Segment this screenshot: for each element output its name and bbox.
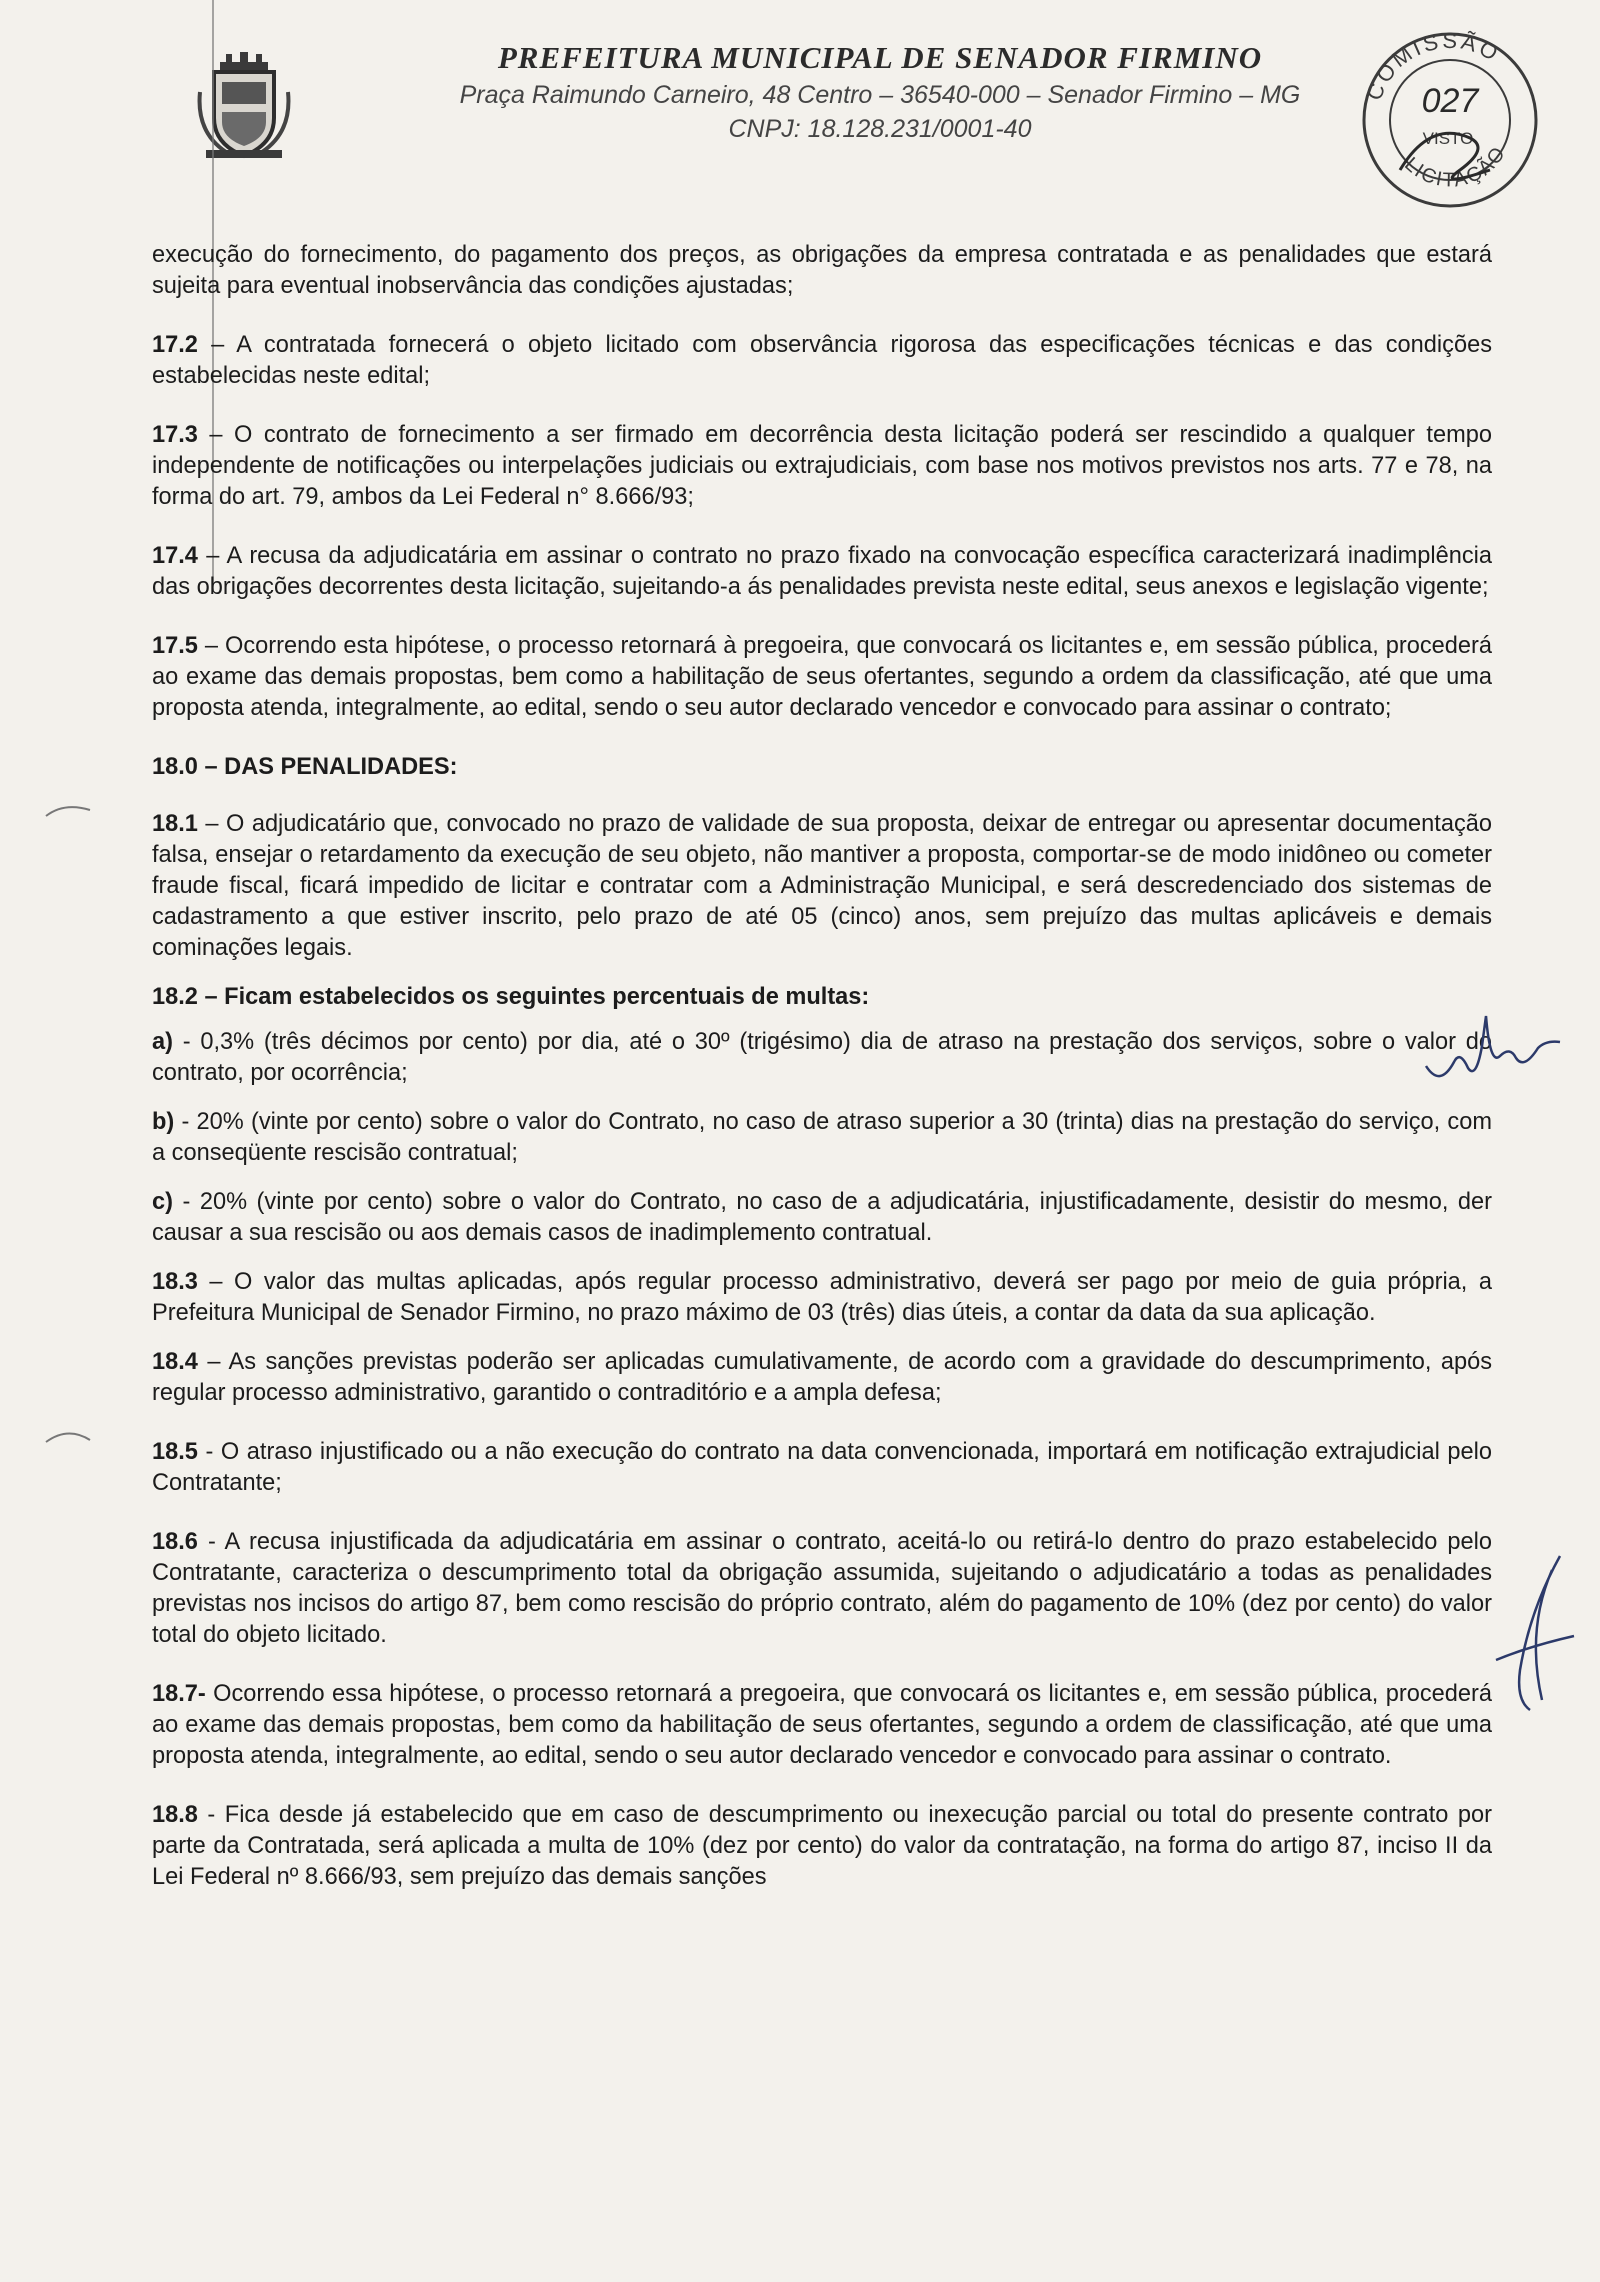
stamp-number: 027 xyxy=(1421,82,1479,120)
clause-text: – As sanções previstas poderão ser aplicadas cumulativamente, de acordo com a gravidade do descumprimento, após regular processo administrativo, garantido o contraditório e a ampla defesa; xyxy=(152,1349,1492,1406)
clause-17-2 xyxy=(152,330,1492,392)
clause-18-5 xyxy=(152,1437,1492,1499)
item-text: - 20% (vinte por cento) sobre o valor do Contrato, no caso de a adjudicatária, injustificadamente, desistir do mesmo, der causar a sua rescisão ou aos demais casos de inadimplemento contratual. xyxy=(152,1189,1492,1246)
letterhead-cnpj: CNPJ: 18.128.231/0001-40 xyxy=(728,115,1032,143)
item-c xyxy=(152,1187,1492,1249)
municipal-crest-icon xyxy=(196,52,292,162)
clause-18-3 xyxy=(152,1267,1492,1329)
clause-18-8 xyxy=(152,1800,1492,1893)
paragraph-continuation: execução do fornecimento, do pagamento dos preços, as obrigações da empresa contratada e as penalidades que estará sujeita para eventual inobservância das condições ajustadas; xyxy=(152,242,1492,299)
clause-text: - Fica desde já estabelecido que em caso de descumprimento ou inexecução parcial ou total do presente contrato por parte da Contratada, será aplicada a multa de 10% (dez por cento) do valor da contratação, na forma do artigo 87, inciso II da Lei Federal nº 8.666/93, sem prejuízo das demais sanções xyxy=(152,1802,1492,1890)
rubric-signature-icon xyxy=(1490,1550,1580,1720)
clause-text: – Ocorrendo esta hipótese, o processo retornará à pregoeira, que convocará os licitantes e, em sessão pública, procederá ao exame das demais propostas, bem como a habilitação de seus ofertantes, segundo a ordem da classificação, até que uma proposta atenda, integralmente, ao edital, sendo o seu autor declarado vencedor e convocado para assinar o contrato; xyxy=(152,633,1492,721)
clause-number: 18.1 xyxy=(152,811,198,837)
clause-text: - A recusa injustificada da adjudicatária em assinar o contrato, aceitá-lo ou retirá-lo dentro do prazo estabelecido pelo Contratante, caracteriza o descumprimento total da obrigação assumida, sujeitando o adjudicatário a todas as penalidades previstas nos incisos do artigo 87, bem como rescisão do próprio contrato, além do pagamento de 10% (dez por cento) do valor total do objeto licitado. xyxy=(152,1529,1492,1648)
stamp-bottom-text: LICITAÇÃO xyxy=(1400,141,1511,192)
item-b xyxy=(152,1107,1492,1169)
clause-18-7 xyxy=(152,1679,1492,1772)
stamp-visto: VISTO xyxy=(1422,129,1474,148)
clause-18-1 xyxy=(152,809,1492,964)
clause-18-6 xyxy=(152,1527,1492,1651)
item-a xyxy=(152,1027,1492,1089)
clause-number: 18.7- xyxy=(152,1681,206,1707)
clause-17-5 xyxy=(152,631,1492,724)
clause-17-4 xyxy=(152,541,1492,603)
clause-text: – A contratada fornecerá o objeto licitado com observância rigorosa das especificações técnicas e das condições estabelecidas neste edital; xyxy=(152,332,1492,389)
letterhead-address: Praça Raimundo Carneiro, 48 Centro – 36540-000 – Senador Firmino – MG xyxy=(459,81,1301,109)
item-letter: b) xyxy=(152,1109,175,1135)
section-heading-penalties: 18.0 – DAS PENALIDADES: xyxy=(152,754,458,780)
clause-text: – O contrato de fornecimento a ser firmado em decorrência desta licitação poderá ser rescindido a qualquer tempo independente de notificações ou interpelações judiciais ou extrajudiciais, com base nos motivos previstos nos arts. 77 e 78, na forma do art. 79, ambos da Lei Federal n° 8.666/93; xyxy=(152,422,1492,510)
clause-18-2-heading: 18.2 – Ficam estabelecidos os seguintes percentuais de multas: xyxy=(152,984,870,1010)
stamp-ring-text: COMISSÃO xyxy=(1361,27,1505,104)
document-body xyxy=(152,240,1492,1921)
commission-stamp-icon xyxy=(1340,20,1560,210)
clause-text: – O valor das multas aplicadas, após regular processo administrativo, deverá ser pago por meio de guia própria, a Prefeitura Municipal de Senador Firmino, no prazo máximo de 03 (três) dias úteis, a contar da data da sua aplicação. xyxy=(152,1269,1492,1326)
clause-18-4 xyxy=(152,1347,1492,1409)
letterhead-title: PREFEITURA MUNICIPAL DE SENADOR FIRMINO xyxy=(497,40,1263,75)
clause-number: 18.8 xyxy=(152,1802,198,1828)
clause-text: – O adjudicatário que, convocado no prazo de validade de sua proposta, deixar de entregar ou apresentar documentação falsa, ensejar o retardamento da execução de seu objeto, não mantiver a proposta, comportar-se de modo inidôneo ou cometer fraude fiscal, ficará impedido de licitar e contratar com a Administração Municipal, e será descredenciado dos sistemas de cadastramento a que estiver inscrito, pelo prazo de até 05 (cinco) anos, sem prejuízo das multas aplicáveis e demais cominações legais. xyxy=(152,811,1492,961)
clause-number: 17.3 xyxy=(152,422,198,448)
clause-number: 17.4 xyxy=(152,543,198,569)
clause-number: 17.5 xyxy=(152,633,198,659)
clause-number: 18.4 xyxy=(152,1349,198,1375)
letterhead xyxy=(380,38,1380,146)
clause-text: Ocorrendo essa hipótese, o processo retornará a pregoeira, que convocará os licitantes e, em sessão pública, procederá ao exame das demais propostas, bem como da habilitação de seus ofertantes, segundo a ordem de classificação, até que uma proposta atenda, integralmente, ao edital, sendo o seu autor declarado vencedor e convocado para assinar o contrato. xyxy=(152,1681,1492,1769)
item-letter: c) xyxy=(152,1189,173,1215)
initials-signature-icon xyxy=(1420,1006,1570,1096)
margin-mark-icon xyxy=(44,1426,94,1446)
clause-number: 18.5 xyxy=(152,1439,198,1465)
clause-number: 18.3 xyxy=(152,1269,198,1295)
clause-number: 17.2 xyxy=(152,332,198,358)
item-letter: a) xyxy=(152,1029,173,1055)
item-text: - 20% (vinte por cento) sobre o valor do Contrato, no caso de atraso superior a 30 (trinta) dias na prestação do serviço, com a conseqüente rescisão contratual; xyxy=(152,1109,1492,1166)
clause-text: - O atraso injustificado ou a não execução do contrato na data convencionada, importará em notificação extrajudicial pelo Contratante; xyxy=(152,1439,1492,1496)
margin-mark-icon xyxy=(44,800,94,820)
item-text: - 0,3% (três décimos por cento) por dia, até o 30º (trigésimo) dia de atraso na prestação dos serviços, sobre o valor do contrato, por ocorrência; xyxy=(152,1029,1492,1086)
clause-text: – A recusa da adjudicatária em assinar o contrato no prazo fixado na convocação específica caracterizará inadimplência das obrigações decorrentes desta licitação, sujeitando-a ás penalidades prevista neste edital, seus anexos e legislação vigente; xyxy=(152,543,1492,600)
clause-number: 18.6 xyxy=(152,1529,198,1555)
clause-17-3 xyxy=(152,420,1492,513)
